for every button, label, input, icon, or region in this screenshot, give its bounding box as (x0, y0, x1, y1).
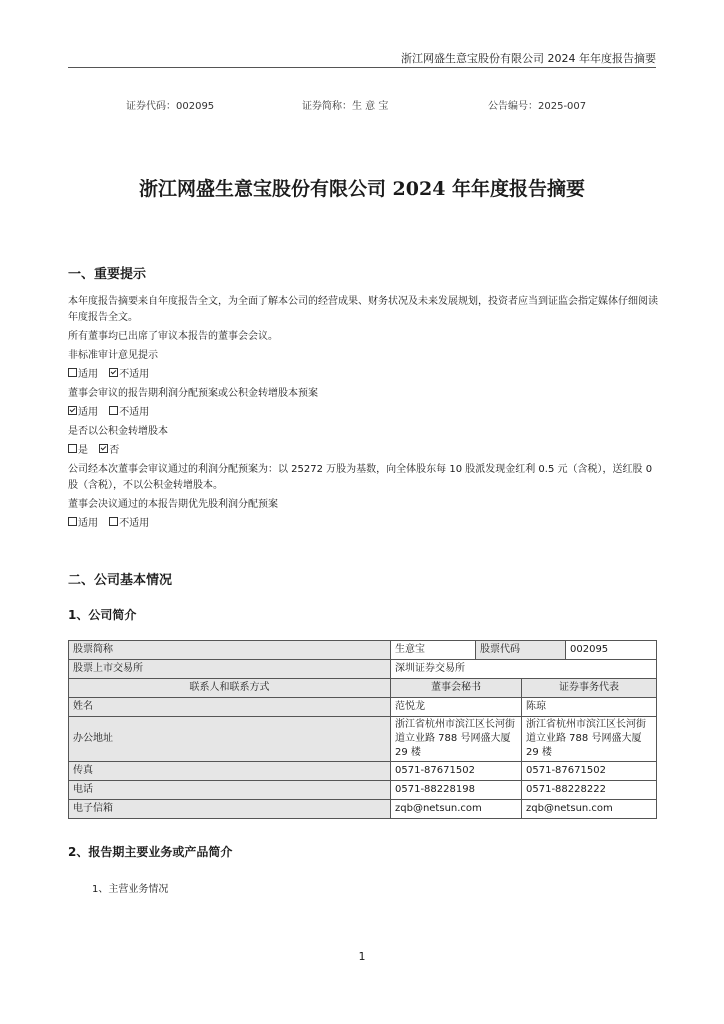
cell-value: 0571-87671502 (522, 762, 657, 781)
option-label: 适用 (78, 407, 98, 418)
cell-value: 陈琼 (522, 698, 657, 717)
subheading-main-business: 2、报告期主要业务或产品简介 (68, 845, 233, 859)
table-row (69, 800, 657, 819)
notice-paragraph: 本年度报告摘要来自年度报告全文，为全面了解本公司的经营成果、财务状况及未来发展规划，投资者应当到证监会指定媒体仔细阅读年度报告全文。 (68, 296, 658, 323)
announcement-number: 公告编号：2025-007 (488, 101, 587, 112)
checkbox-unchecked-icon (109, 406, 118, 415)
cell-label: 股票简称 (69, 641, 391, 660)
table-row (69, 641, 657, 660)
column-header: 证券事务代表 (522, 679, 657, 698)
cell-label: 股票代码 (476, 641, 566, 660)
important-notice-body (68, 294, 664, 535)
cell-value: 浙江省杭州市滨江区长河街道立业路 788 号网盛大厦 29 楼 (391, 717, 522, 762)
table-row (69, 660, 657, 679)
table-row (69, 698, 657, 717)
section-heading-company-basics: 二、公司基本情况 (68, 573, 173, 588)
table-row (69, 679, 657, 698)
cell-label: 电话 (69, 781, 391, 800)
distribution-plan-paragraph: 公司经本次董事会审议通过的利润分配预案为：以 25272 万股为基数，向全体股东每 10 股派发现金红利 0.5 元（含税），送红股 0 股（含税），不以公积金转增股本。 (68, 464, 653, 491)
option-label: 否 (109, 445, 120, 456)
cell-value: 002095 (566, 641, 657, 660)
cell-value: 范悦龙 (391, 698, 522, 717)
checkbox-checked-icon (68, 406, 77, 415)
page-number: 1 (358, 950, 366, 963)
cell-label: 姓名 (69, 698, 391, 717)
cell-label: 电子信箱 (69, 800, 391, 819)
checkbox-unchecked-icon (68, 368, 77, 377)
cell-value: 浙江省杭州市滨江区长河街道立业路 788 号网盛大厦 29 楼 (522, 717, 657, 762)
checkbox-checked-icon (109, 368, 118, 377)
section-heading-important-notice: 一、重要提示 (68, 267, 147, 282)
checkbox-unchecked-icon (68, 517, 77, 526)
option-label: 不适用 (119, 518, 150, 529)
audit-opinion-label: 非标准审计意见提示 (68, 350, 158, 361)
table-row (69, 717, 657, 762)
preferred-stock-label: 董事会决议通过的本报告期优先股利润分配预案 (68, 499, 278, 510)
capital-reserve-options (68, 443, 664, 459)
header-divider (68, 67, 656, 68)
stock-abbreviation: 证券简称：生 意 宝 (302, 101, 389, 112)
directors-attendance: 所有董事均已出席了审议本报告的董事会会议。 (68, 331, 278, 342)
option-label: 适用 (78, 369, 98, 380)
subheading-company-profile: 1、公司简介 (68, 608, 137, 622)
option-label: 不适用 (119, 369, 150, 380)
email-link[interactable]: zqb@netsun.com (391, 800, 522, 819)
column-header: 董事会秘书 (391, 679, 522, 698)
table-row (69, 762, 657, 781)
option-label: 适用 (78, 518, 98, 529)
profit-distribution-options (68, 405, 664, 421)
column-header: 联系人和联系方式 (69, 679, 391, 698)
option-label: 是 (78, 445, 88, 456)
checkbox-unchecked-icon (109, 517, 118, 526)
checkbox-unchecked-icon (68, 444, 77, 453)
cell-value: 0571-88228198 (391, 781, 522, 800)
cell-label: 办公地址 (69, 717, 391, 762)
cell-value: 0571-88228222 (522, 781, 657, 800)
cell-value: 0571-87671502 (391, 762, 522, 781)
preferred-stock-options (68, 516, 664, 532)
audit-opinion-options (68, 367, 664, 383)
email-link[interactable]: zqb@netsun.com (522, 800, 657, 819)
profit-distribution-label: 董事会审议的报告期利润分配预案或公积金转增股本预案 (68, 388, 318, 399)
option-label: 不适用 (119, 407, 150, 418)
cell-value: 生意宝 (391, 641, 476, 660)
document-title: 浙江网盛生意宝股份有限公司 2024 年年度报告摘要 (138, 178, 586, 200)
table-row (69, 781, 657, 800)
stock-code: 证券代码：002095 (126, 101, 215, 112)
main-business-item: 1、主营业务情况 (92, 884, 169, 895)
checkbox-checked-icon (99, 444, 108, 453)
capital-reserve-label: 是否以公积金转增股本 (68, 426, 168, 437)
cell-value: 深圳证券交易所 (391, 660, 657, 679)
cell-label: 股票上市交易所 (69, 660, 391, 679)
cell-label: 传真 (69, 762, 391, 781)
running-header: 浙江网盛生意宝股份有限公司 2024 年年度报告摘要 (401, 52, 656, 65)
company-profile-table (68, 640, 657, 819)
